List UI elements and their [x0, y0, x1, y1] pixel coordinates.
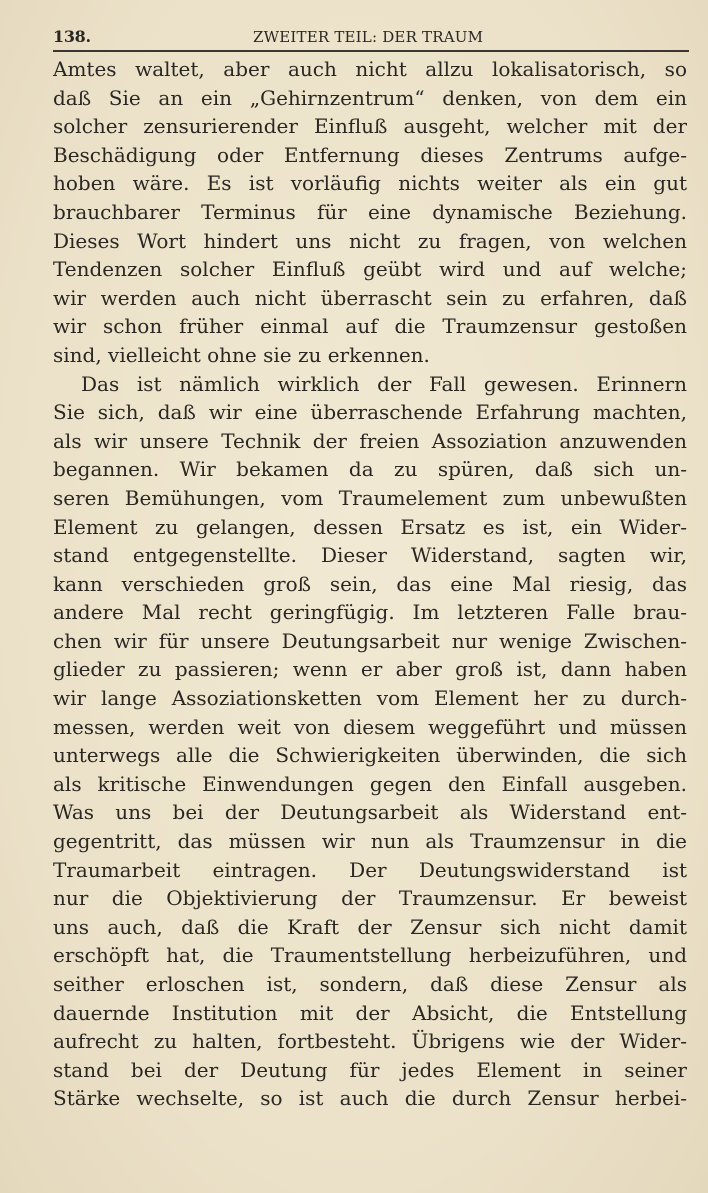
text-line: Dieses Wort hindert uns nicht zu fragen, von welchen — [53, 228, 687, 253]
text-line: Was uns bei der Deutungsarbeit als Widerstand ent- — [53, 800, 687, 825]
text-line: seren Bemühungen, vom Traumelement zum unbewußten — [53, 485, 687, 510]
text-line: erschöpft hat, die Traumentstellung herbeizuführen, und — [53, 943, 687, 968]
text-line: begannen. Wir bekamen da zu spüren, daß sich un- — [53, 457, 687, 482]
text-line: nur die Objektivierung der Traumzensur. Er beweist — [53, 886, 687, 911]
running-head: ZWEITER TEIL: DER TRAUM — [253, 28, 484, 46]
text-line: Amtes waltet, aber auch nicht allzu lokalisatorisch, so — [53, 57, 687, 81]
text-line: chen wir für unsere Deutungsarbeit nur wenige Zwischen- — [53, 628, 687, 653]
text-line: Das ist nämlich wirklich der Fall gewesen. Erinnern — [81, 371, 687, 396]
text-line: Tendenzen solcher Einfluß geübt wird und auf welche; — [53, 257, 687, 282]
text-line: Beschädigung oder Entfernung dieses Zentrums aufge- — [53, 142, 687, 167]
text-line: glieder zu passieren; wenn er aber groß ist, dann haben — [53, 657, 687, 682]
text-line: brauchbarer Terminus für eine dynamische Beziehung. — [53, 199, 687, 224]
text-line: wir werden auch nicht überrascht sein zu erfahren, daß — [53, 285, 687, 310]
text-line: daß Sie an ein „Gehirnzentrum“ denken, von dem ein — [53, 85, 687, 110]
page-number: 138. — [53, 27, 91, 46]
text-line: wir schon früher einmal auf die Traumzensur gestoßen — [53, 314, 687, 339]
text-line: Element zu gelangen, dessen Ersatz es ist, ein Wider- — [53, 514, 687, 539]
page-header — [53, 24, 688, 50]
text-line: Traumarbeit eintragen. Der Deutungswiderstand ist — [53, 857, 687, 882]
body-text — [53, 55, 687, 1113]
text-line: gegentritt, das müssen wir nun als Traumzensur in die — [53, 829, 687, 854]
text-line: messen, werden weit von diesem weggeführt und müssen — [53, 714, 687, 739]
text-line: aufrecht zu halten, fortbesteht. Übrigens wie der Wider- — [53, 1029, 687, 1054]
text-line: solcher zensurierender Einfluß ausgeht, welcher mit der — [53, 114, 687, 139]
text-line: Sie sich, daß wir eine überraschende Erfahrung machten, — [53, 400, 687, 425]
text-line: hoben wäre. Es ist vorläufig nichts weiter als ein gut — [53, 171, 687, 196]
text-line: kann verschieden groß sein, das eine Mal riesig, das — [53, 571, 687, 596]
text-line: wir lange Assoziationsketten vom Element her zu durch- — [53, 686, 687, 711]
text-line: sind, vielleicht ohne sie zu erkennen. — [53, 342, 430, 367]
text-line: Stärke wechselte, so ist auch die durch Zensur herbei- — [53, 1086, 687, 1111]
text-line: stand bei der Deutung für jedes Element in seiner — [53, 1057, 687, 1082]
text-line: unterwegs alle die Schwierigkeiten überwinden, die sich — [53, 743, 687, 768]
text-line: als wir unsere Technik der freien Assoziation anzuwenden — [53, 428, 687, 453]
text-line: andere Mal recht geringfügig. Im letzteren Falle brau- — [53, 600, 687, 625]
text-line: seither erloschen ist, sondern, daß diese Zensur als — [53, 972, 687, 996]
header-rule — [53, 50, 689, 52]
text-line: dauernde Institution mit der Absicht, die Entstellung — [53, 1000, 687, 1025]
text-line: als kritische Einwendungen gegen den Einfall ausgeben. — [53, 771, 687, 796]
text-line: uns auch, daß die Kraft der Zensur sich nicht damit — [53, 914, 687, 939]
text-line: stand entgegenstellte. Dieser Widerstand, sagten wir, — [53, 543, 687, 568]
